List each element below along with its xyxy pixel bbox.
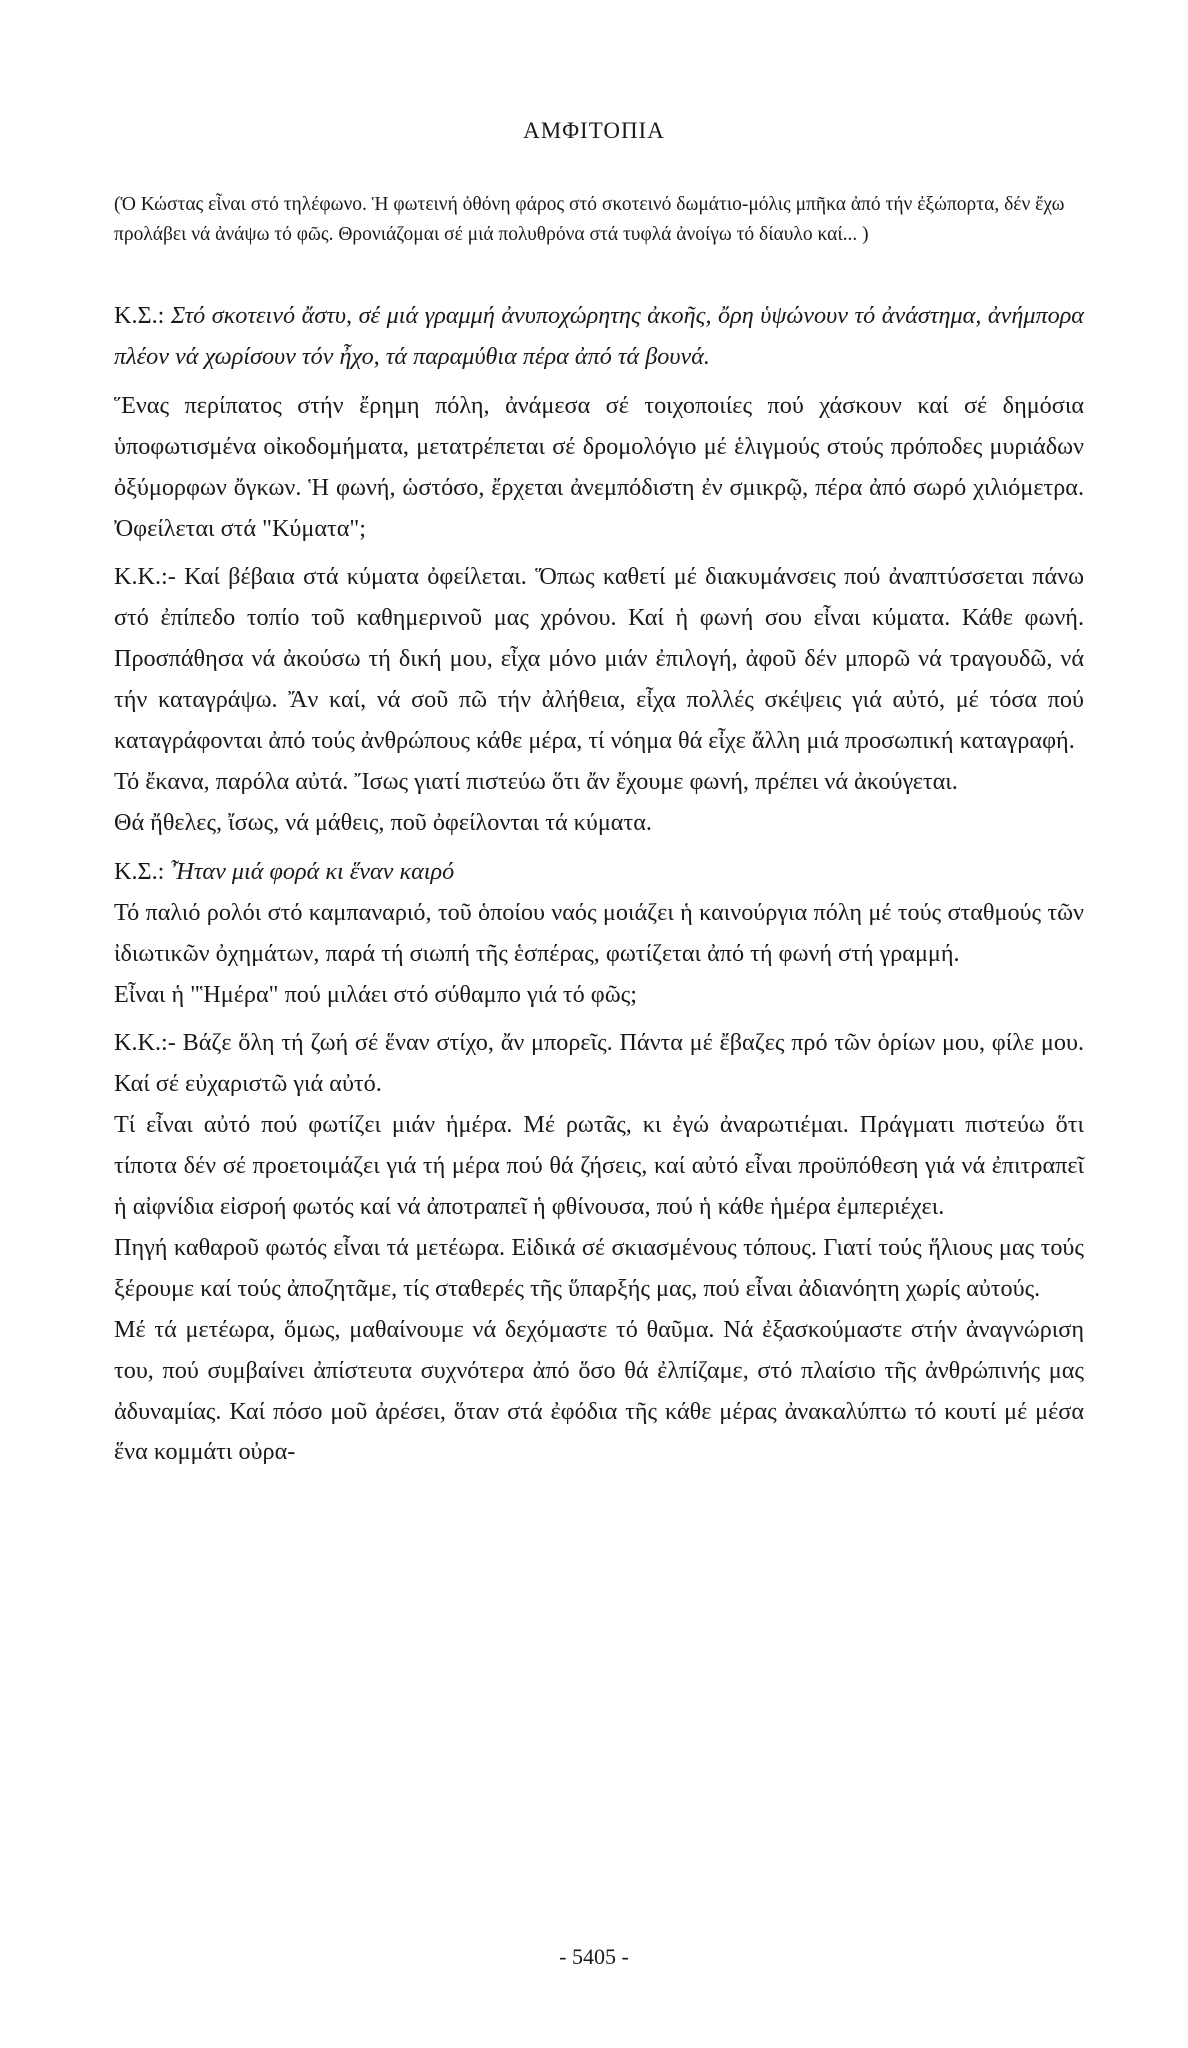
paragraph-8: Εἶναι ἡ "Ἡμέρα" πού μιλάει στό σύθαμπο γιά τό φῶς; bbox=[114, 980, 637, 1008]
speaker-label: Κ.Σ.: bbox=[114, 302, 171, 329]
body-text bbox=[114, 288, 1084, 1473]
paragraph-7: Τό παλιό ρολόι στό καμπαναριό, τοῦ ὁποίου ναός μοιάζει ἡ καινούργια πόλη μέ τούς σταθμούς τῶν ἰδιωτικῶν ὀχημάτων, παρά τή σιωπή τῆς ἑσπέρας, φωτίζεται ἀπό τή φωνή στή γραμμή. bbox=[114, 898, 1084, 967]
paragraph-6 bbox=[114, 852, 1084, 893]
speaker-label: Κ.Κ.:- bbox=[114, 563, 185, 591]
paragraph-text: Καί βέβαια στά κύματα ὀφείλεται. Ὅπως καθετί μέ διακυμάνσεις πού ἀναπτύσσεται πάνω στό ἐπίπεδο τοπίο τοῦ καθημερινοῦ μας χρόνου. Καί ἡ φωνή σου εἶναι κύματα. Κάθε φωνή. Προσπάθησα νά ἀκούσω τή δική μου, εἶχα μόνο μιάν ἐπιλογή, ἀφοῦ δέν μπορῶ νά τραγουδῶ, νά τήν καταγράψω. Ἄν καί, νά σοῦ πῶ τήν ἀλήθεια, εἶχα πολλές σκέψεις γιά αὐτό, μέ τόσα πού καταγράφονται ἀπό τούς ἀνθρώπους κάθε μέρα, τί νόημα θά εἶχε ἄλλη μιά προσωπική καταγραφή. bbox=[114, 563, 1084, 755]
paragraph-12: Μέ τά μετέωρα, ὅμως, μαθαίνουμε νά δεχόμαστε τό θαῦμα. Νά ἐξασκούμαστε στήν ἀναγνώριση του, πού συμβαίνει ἀπίστευτα συχνότερα ἀπό ὅσο θά ἐλπίζαμε, στό πλαίσιο τῆς ἀνθρώπινής μας ἀδυναμίας. Καί πόσο μοῦ ἀρέσει, ὅταν στά ἐφόδια τῆς κάθε μέρας ἀνακαλύπτω τό κουτί μέ μέσα ἕνα κομμάτι οὐρα- bbox=[114, 1315, 1084, 1466]
paragraph-3 bbox=[114, 557, 1084, 762]
page-title: ΑΜΦΙΤΟΠΙΑ bbox=[523, 118, 665, 143]
paragraph-9 bbox=[114, 1023, 1084, 1105]
paragraph-1 bbox=[114, 296, 1084, 378]
italic-text: Στό σκοτεινό ἄστυ, σέ μιά γραμμή ἀνυποχώρητης ἀκοῆς, ὄρη ὑψώνουν τό ἀνάστημα, ἀνήμπορα πλέον νά χωρίσουν τόν ἦχο, τά παραμύθια πέρα ἀπό τά βουνά. bbox=[114, 302, 1084, 370]
paragraph-4: Τό ἔκανα, παρόλα αὐτά. Ἴσως γιατί πιστεύω ὅτι ἄν ἔχουμε φωνή, πρέπει νά ἀκούγεται. bbox=[114, 767, 958, 795]
italic-text: Ἦταν μιά φορά κι ἕναν καιρό bbox=[170, 857, 455, 885]
speaker-label: Κ.Σ.: bbox=[114, 857, 171, 885]
paragraph-11: Πηγή καθαροῦ φωτός εἶναι τά μετέωρα. Εἰδικά σέ σκιασμένους τόπους. Γιατί τούς ἥλιους μας τούς ξέρουμε καί τούς ἀποζητᾶμε, τίς σταθερές τῆς ὕπαρξής μας, πού εἶναι ἀδιανόητη χωρίς αὐτούς. bbox=[114, 1233, 1084, 1302]
paragraph-2: Ἕνας περίπατος στήν ἔρημη πόλη, ἀνάμεσα σέ τοιχοποιίες πού χάσκουν καί σέ δημόσια ὑποφωτισμένα οἰκοδομήματα, μετατρέπεται σέ δρομολόγιο μέ ἑλιγμούς στούς πρόποδες μυριάδων ὀξύμορφων ὄγκων. Ἡ φωνή, ὡστόσο, ἔρχεται ἀνεμπόδιστη ἐν σμικρῷ, πέρα ἀπό σωρό χιλιόμετρα. Ὀφείλεται στά "Κύματα"; bbox=[114, 391, 1084, 542]
speaker-label: Κ.Κ.:- bbox=[114, 1029, 183, 1057]
page-number: - 5405 - bbox=[559, 1944, 629, 1969]
intro-paragraph: (Ὁ Κώστας εἶναι στό τηλέφωνο. Ἡ φωτεινή ὀθόνη φάρος στό σκοτεινό δωμάτιο-μόλις μπῆκα ἀπό τήν ἐξώπορτα, δέν ἔχω προλάβει νά ἀνάψω τό φῶς. Θρονιάζομαι σέ μιά πολυθρόνα στά τυφλά ἀνοίγω τό δίαυλο καί... ) bbox=[114, 194, 1065, 245]
paragraph-text: Βάζε ὅλη τή ζωή σέ ἕναν στίχο, ἄν μπορεῖς. Πάντα μέ ἔβαζες πρό τῶν ὁρίων μου, φίλε μου. Καί σέ εὐχαριστῶ γιά αὐτό. bbox=[114, 1029, 1084, 1098]
paragraph-10: Τί εἶναι αὐτό πού φωτίζει μιάν ἡμέρα. Μέ ρωτᾶς, κι ἐγώ ἀναρωτιέμαι. Πράγματι πιστεύω ὅτι τίποτα δέν σέ προετοιμάζει γιά τή μέρα πού θά ζήσεις, καί αὐτό εἶναι προϋπόθεση γιά νά ἐπιτραπεῖ ἡ αἰφνίδια εἰσροή φωτός καί νά ἀποτραπεῖ ἡ φθίνουσα, πού ἡ κάθε ἡμέρα ἐμπεριέχει. bbox=[114, 1111, 1084, 1221]
paragraph-5: Θά ἤθελες, ἴσως, νά μάθεις, ποῦ ὀφείλονται τά κύματα. bbox=[114, 808, 652, 836]
